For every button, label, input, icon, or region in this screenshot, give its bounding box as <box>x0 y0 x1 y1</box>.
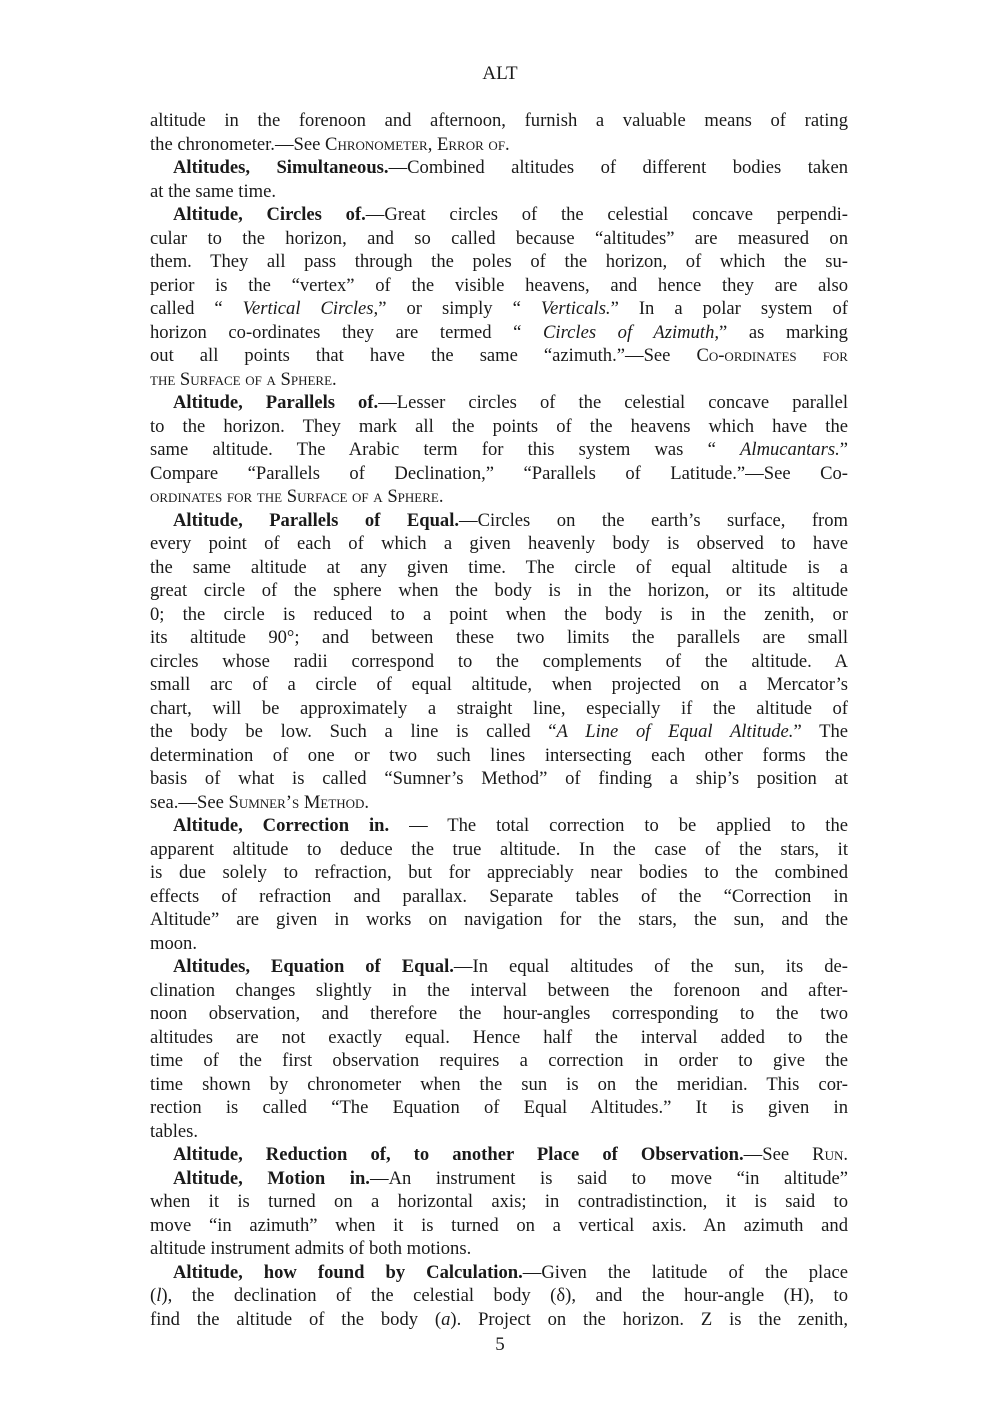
text-line <box>150 227 848 251</box>
italic-term: Verticals. <box>540 298 611 319</box>
italic-term: Almucantars. <box>740 439 840 460</box>
page-number: 5 <box>495 1334 505 1355</box>
text-run: the chronometer.—See <box>150 133 326 155</box>
entry-heading: Altitude, Parallels of Equal. <box>173 509 460 531</box>
text-run: basis of what is called “Sumner’s Method” of finding a ship’s position at <box>150 768 848 789</box>
text-line <box>150 1096 848 1120</box>
text-line <box>150 1073 848 1097</box>
text-line <box>150 955 848 979</box>
entry-heading: Altitudes, Equation of Equal. <box>173 956 454 977</box>
text-line <box>150 1026 848 1050</box>
text-run: time shown by chronometer when the sun is on the meridian. This cor- <box>150 1073 848 1095</box>
entry-heading: Altitude, Circles of. <box>173 204 366 225</box>
text-line <box>150 1237 848 1261</box>
text-line <box>150 979 848 1003</box>
text-line <box>150 133 848 157</box>
text-line <box>150 861 848 885</box>
text-run: is due solely to refraction, but for appreciably near bodies to the combined <box>150 862 848 883</box>
cross-reference: Chronometer, Error of. <box>325 133 510 155</box>
text-run: rection is called “The Equation of Equal Altitudes.” It is given in <box>150 1097 848 1118</box>
text-run: —Combined altitudes of different bodies taken <box>388 157 848 178</box>
text-run: altitude instrument admits of both motions. <box>150 1238 472 1259</box>
text-line <box>150 485 848 509</box>
cross-reference: the Surface of a Sphere. <box>150 368 337 390</box>
text-line <box>150 791 848 815</box>
text-run: them. They all pass through the poles of the horizon, of which the su- <box>150 251 848 272</box>
text-line <box>150 109 848 133</box>
italic-term: l <box>156 1285 162 1306</box>
text-run: clination changes slightly in the interval between the forenoon and after- <box>150 979 848 1001</box>
text-run: every point of each of which a given heavenly body is observed to have <box>150 533 848 554</box>
entry-heading: Altitude, Correction in. <box>173 815 390 836</box>
text-run: ( <box>150 1285 157 1306</box>
text-line <box>150 344 848 368</box>
text-run: —In equal altitudes of the sun, its de- <box>453 956 848 977</box>
text-line <box>150 438 848 462</box>
cross-reference: ordinates for the Surface of a Sphere. <box>150 486 444 507</box>
italic-term: a <box>441 1308 451 1330</box>
text-run: ” as marking <box>719 321 848 343</box>
text-line <box>150 697 848 721</box>
text-run: move “in azimuth” when it is turned on a vertical axis. An azimuth and <box>150 1214 848 1236</box>
text-line <box>150 180 848 204</box>
text-run: 0; the circle is reduced to a point when the body is in the zenith, or <box>150 603 848 625</box>
entry-heading: Altitude, Motion in. <box>173 1167 370 1189</box>
text-run: Altitude” are given in works on navigation for the stars, the sun, and the <box>150 909 848 930</box>
text-run: same altitude. The Arabic term for this system was “ <box>150 439 741 460</box>
text-run: ” <box>839 439 848 460</box>
text-run: out all points that have the same “azimuth.”—See <box>150 345 697 366</box>
text-line <box>150 932 848 956</box>
text-line <box>150 297 848 321</box>
text-run: when it is turned on a horizontal axis; in contradistinction, it is said to <box>150 1191 848 1212</box>
text-run: small arc of a circle of equal altitude, when projected on a Mercator’s <box>150 674 848 695</box>
text-run: ). Project on the horizon. Z is the zenith, <box>450 1308 848 1330</box>
text-run: time of the first observation requires a correction in order to give the <box>150 1050 848 1071</box>
entry-heading: Altitudes, Simultaneous. <box>173 157 389 178</box>
text-line <box>150 321 848 345</box>
text-line <box>150 1284 848 1308</box>
text-line <box>150 1120 848 1144</box>
text-line <box>150 814 848 838</box>
text-line <box>150 1261 848 1285</box>
text-line <box>150 1002 848 1026</box>
text-line <box>150 603 848 627</box>
text-line <box>150 415 848 439</box>
text-line <box>150 156 848 180</box>
text-run: to the horizon. They mark all the points of the heavens which have the <box>150 415 848 437</box>
text-run: cular to the horizon, and so called because “altitudes” are measured on <box>150 227 848 249</box>
italic-term: Circles of Azimuth, <box>543 321 720 343</box>
text-run: at the same time. <box>150 180 276 202</box>
text-run: —Given the latitude of the place <box>522 1261 848 1283</box>
text-line <box>150 462 848 486</box>
text-run: horizon co-ordinates they are termed “ <box>150 321 544 343</box>
cross-reference: Co-ordinates for <box>696 345 848 366</box>
text-line <box>150 838 848 862</box>
text-line <box>150 1143 848 1167</box>
body-text <box>150 109 848 1331</box>
text-run: —An instrument is said to move “in altitude” <box>369 1167 848 1189</box>
text-line <box>150 250 848 274</box>
text-line <box>150 1308 848 1332</box>
text-run: —Circles on the earth’s surface, from <box>459 509 848 531</box>
text-line <box>150 509 848 533</box>
italic-term: Vertical Circles, <box>242 298 379 319</box>
text-run: find the altitude of the body ( <box>150 1308 442 1330</box>
text-line <box>150 579 848 603</box>
text-line <box>150 1049 848 1073</box>
text-run: Compare “Parallels of Declination,” “Parallels of Latitude.”—See Co- <box>150 462 848 484</box>
text-run: great circle of the sphere when the body is in the horizon, or its altitude <box>150 580 848 601</box>
text-line <box>150 720 848 744</box>
text-run: called “ <box>150 298 243 319</box>
text-line <box>150 203 848 227</box>
text-run: — The total correction to be applied to the <box>389 815 848 836</box>
text-line <box>150 532 848 556</box>
text-run: —See <box>743 1144 813 1165</box>
text-line <box>150 626 848 650</box>
text-run: ” or simply “ <box>378 298 541 319</box>
text-run: its altitude 90°; and between these two limits the parallels are small <box>150 627 848 648</box>
text-run: altitudes are not exactly equal. Hence half the interval added to the <box>150 1026 848 1048</box>
entry-heading: Altitude, Parallels of. <box>173 392 379 413</box>
text-line <box>150 744 848 768</box>
entry-heading: Altitude, how found by Calculation. <box>173 1261 523 1283</box>
text-line <box>150 908 848 932</box>
text-run: ), the declination of the celestial body (δ), and the hour-angle (H), to <box>161 1285 848 1306</box>
text-run: sea.—See <box>150 791 229 813</box>
text-run: noon observation, and therefore the hour-angles corresponding to the two <box>150 1003 848 1024</box>
text-line <box>150 673 848 697</box>
entry-heading: Altitude, Reduction of, to another Place of Observation. <box>173 1144 744 1165</box>
text-run: circles whose radii correspond to the complements of the altitude. A <box>150 650 848 672</box>
text-run: ” The <box>793 721 848 742</box>
text-run: chart, will be approximately a straight line, especially if the altitude of <box>150 697 848 719</box>
text-run: —Lesser circles of the celestial concave parallel <box>378 392 848 413</box>
text-run: altitude in the forenoon and afternoon, furnish a valuable means of rating <box>150 110 848 131</box>
text-run: the body be low. Such a line is called “ <box>150 721 557 742</box>
text-line <box>150 391 848 415</box>
text-run: the same altitude at any given time. The circle of equal altitude is a <box>150 556 848 578</box>
running-head: ALT <box>482 63 518 84</box>
text-line <box>150 767 848 791</box>
text-run: moon. <box>150 932 198 954</box>
text-line <box>150 274 848 298</box>
text-line <box>150 368 848 392</box>
text-run: determination of one or two such lines intersecting each other forms the <box>150 744 848 766</box>
text-line <box>150 1167 848 1191</box>
text-run: perior is the “vertex” of the visible heavens, and hence they are also <box>150 274 848 296</box>
cross-reference: Sumner’s Method. <box>228 791 370 813</box>
text-line <box>150 556 848 580</box>
text-line <box>150 885 848 909</box>
text-run: tables. <box>150 1120 199 1142</box>
italic-term: A Line of Equal Altitude. <box>556 721 794 742</box>
text-run: ” In a polar system of <box>610 298 848 319</box>
text-run: —Great circles of the celestial concave perpendi- <box>365 204 848 225</box>
text-run: apparent altitude to deduce the true altitude. In the case of the stars, it <box>150 838 848 860</box>
text-line <box>150 1190 848 1214</box>
text-run: effects of refraction and parallax. Separate tables of the “Correction in <box>150 885 848 907</box>
text-line <box>150 1214 848 1238</box>
cross-reference: Run. <box>812 1144 848 1165</box>
text-line <box>150 650 848 674</box>
